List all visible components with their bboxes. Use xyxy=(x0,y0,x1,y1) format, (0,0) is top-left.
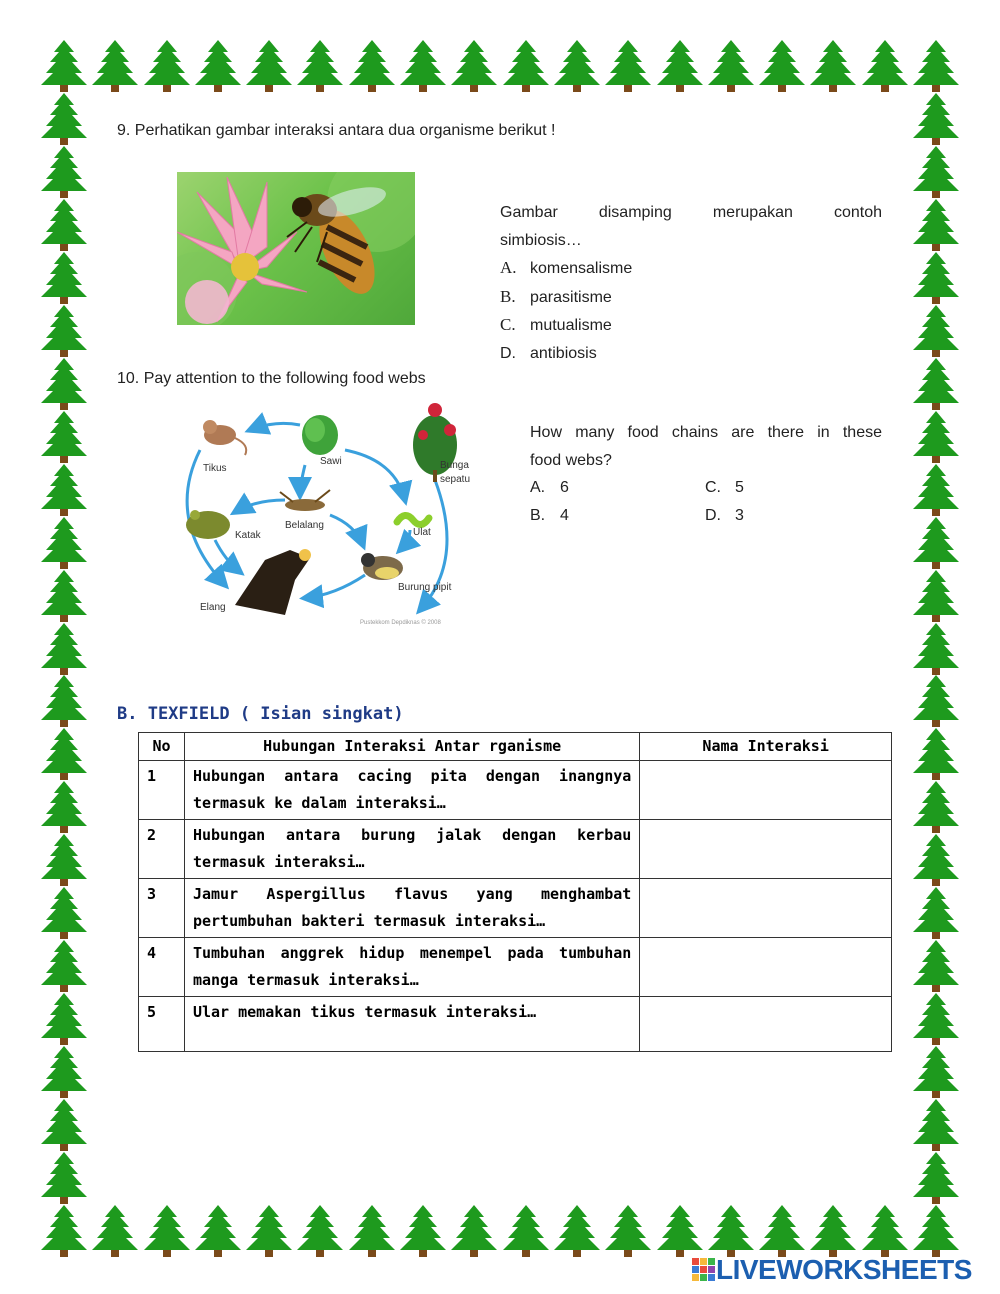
tree-icon xyxy=(40,940,88,992)
tree-icon xyxy=(40,1099,88,1151)
image-credit: Pustekkom Depdiknas © 2008 xyxy=(360,620,441,626)
label-belalang: Belalang xyxy=(285,520,324,531)
tree-icon xyxy=(296,1205,344,1257)
q10-option-d[interactable]: D. 3 xyxy=(705,506,744,524)
tree-icon xyxy=(40,834,88,886)
tree-icon xyxy=(40,411,88,463)
food-web-diagram xyxy=(165,400,480,635)
liveworksheets-logo[interactable] xyxy=(692,1254,972,1286)
row-description: Jamur Aspergillus flavus yang menghambat pertumbuhan bakteri termasuk interaksi… xyxy=(184,879,639,938)
tree-icon xyxy=(604,1205,652,1257)
row-number: 3 xyxy=(139,879,185,938)
tree-icon xyxy=(912,93,960,145)
answer-field-4[interactable] xyxy=(640,938,892,997)
question-9-text: 9. Perhatikan gambar interaksi antara dua organisme berikut ! xyxy=(117,122,556,139)
tree-icon xyxy=(40,887,88,939)
question-10-prompt-line2: food webs? xyxy=(530,451,612,469)
q10-option-c[interactable]: C. 5 xyxy=(705,479,744,496)
q9-option-d[interactable]: D. antibiosis xyxy=(500,344,597,362)
tree-icon xyxy=(143,40,191,92)
tree-icon xyxy=(707,40,755,92)
tree-icon xyxy=(861,40,909,92)
tree-icon xyxy=(912,146,960,198)
row-description: Ular memakan tikus termasuk interaksi… xyxy=(184,997,639,1052)
tree-icon xyxy=(604,40,652,92)
tree-icon xyxy=(194,40,242,92)
tree-icon xyxy=(40,1205,88,1257)
tree-icon xyxy=(348,40,396,92)
row-description: Hubungan antara cacing pita dengan inangnya termasuk ke dalam interaksi… xyxy=(184,761,639,820)
bee-flower-image xyxy=(177,172,415,325)
table-row xyxy=(139,820,892,879)
tree-icon xyxy=(912,993,960,1045)
tree-icon xyxy=(861,1205,909,1257)
table-row xyxy=(139,997,892,1052)
label-sawi: Sawi xyxy=(320,456,342,467)
tree-icon xyxy=(40,1046,88,1098)
tree-icon xyxy=(40,252,88,304)
tree-icon xyxy=(553,1205,601,1257)
question-9-prompt-line1: Gambar disamping merupakan contoh xyxy=(500,204,882,221)
elang-organism xyxy=(235,549,311,615)
liveworksheets-icon xyxy=(692,1258,716,1282)
header-no: No xyxy=(139,733,185,761)
row-description: Tumbuhan anggrek hidup menempel pada tumbuhan manga termasuk interaksi… xyxy=(184,938,639,997)
question-10-prompt-line1: How many food chains are there in these xyxy=(530,424,882,441)
answer-field-1[interactable] xyxy=(640,761,892,820)
tree-icon xyxy=(912,1152,960,1204)
q9-option-c[interactable]: C. mutualisme xyxy=(500,315,612,334)
tree-icon xyxy=(143,1205,191,1257)
tree-icon xyxy=(40,781,88,833)
tree-icon xyxy=(912,675,960,727)
q10-option-b[interactable]: B. 4 xyxy=(530,506,569,524)
tree-icon xyxy=(502,1205,550,1257)
tree-icon xyxy=(40,623,88,675)
burung-pipit-organism xyxy=(361,553,403,580)
row-number: 4 xyxy=(139,938,185,997)
header-nama-interaksi: Nama Interaksi xyxy=(640,733,892,761)
tree-icon xyxy=(912,834,960,886)
label-elang: Elang xyxy=(200,602,226,613)
logo-text: LIVEWORKSHEETS xyxy=(716,1254,972,1285)
tree-icon xyxy=(91,40,139,92)
tikus-organism xyxy=(203,420,246,455)
tree-icon xyxy=(809,1205,857,1257)
tree-icon xyxy=(912,464,960,516)
tree-icon xyxy=(912,623,960,675)
tree-icon xyxy=(912,305,960,357)
tree-icon xyxy=(40,40,88,92)
tree-icon xyxy=(40,199,88,251)
tree-icon xyxy=(399,1205,447,1257)
tree-icon xyxy=(245,40,293,92)
tree-icon xyxy=(912,940,960,992)
tree-icon xyxy=(656,1205,704,1257)
tree-icon xyxy=(91,1205,139,1257)
tree-icon xyxy=(450,1205,498,1257)
tree-icon xyxy=(194,1205,242,1257)
tree-icon xyxy=(40,728,88,780)
tree-icon xyxy=(40,305,88,357)
tree-icon xyxy=(758,40,806,92)
label-ulat: Ulat xyxy=(413,527,431,538)
tree-icon xyxy=(40,1152,88,1204)
texfield-table xyxy=(138,732,892,1052)
tree-icon xyxy=(40,93,88,145)
label-tikus: Tikus xyxy=(203,463,227,474)
header-hubungan: Hubungan Interaksi Antar rganisme xyxy=(184,733,639,761)
tree-icon xyxy=(399,40,447,92)
row-description: Hubungan antara burung jalak dengan kerbau termasuk interaksi… xyxy=(184,820,639,879)
q9-option-a[interactable]: A. komensalisme xyxy=(500,258,633,277)
tree-icon xyxy=(912,199,960,251)
tree-icon xyxy=(40,993,88,1045)
tree-icon xyxy=(912,411,960,463)
table-row xyxy=(139,761,892,820)
tree-icon xyxy=(912,570,960,622)
tree-icon xyxy=(912,517,960,569)
row-number: 2 xyxy=(139,820,185,879)
table-row xyxy=(139,879,892,938)
q9-option-b[interactable]: B. parasitisme xyxy=(500,286,612,306)
label-burung: Burung pipit xyxy=(398,582,452,593)
tree-icon xyxy=(912,887,960,939)
tree-icon xyxy=(40,464,88,516)
tree-icon xyxy=(296,40,344,92)
label-katak: Katak xyxy=(235,530,261,541)
tree-icon xyxy=(348,1205,396,1257)
tree-icon xyxy=(912,781,960,833)
tree-icon xyxy=(553,40,601,92)
tree-icon xyxy=(912,252,960,304)
tree-icon xyxy=(912,358,960,410)
tree-icon xyxy=(40,570,88,622)
label-bunga: Bunga xyxy=(440,460,469,471)
tree-icon xyxy=(656,40,704,92)
tree-icon xyxy=(912,1099,960,1151)
katak-organism xyxy=(186,510,230,539)
answer-field-2[interactable] xyxy=(640,820,892,879)
q10-option-a[interactable]: A. 6 xyxy=(530,479,569,496)
tree-icon xyxy=(40,146,88,198)
tree-icon xyxy=(912,40,960,92)
tree-icon xyxy=(502,40,550,92)
table-row xyxy=(139,938,892,997)
tree-icon xyxy=(40,358,88,410)
tree-icon xyxy=(912,728,960,780)
tree-icon xyxy=(758,1205,806,1257)
row-number: 5 xyxy=(139,997,185,1052)
belalang-organism xyxy=(280,490,330,511)
ulat-organism xyxy=(397,515,429,524)
tree-icon xyxy=(245,1205,293,1257)
tree-icon xyxy=(912,1205,960,1257)
section-b-title: B. TEXFIELD ( Isian singkat) xyxy=(117,704,404,724)
tree-icon xyxy=(40,675,88,727)
question-10-text: 10. Pay attention to the following food webs xyxy=(117,370,426,387)
tree-icon xyxy=(40,517,88,569)
row-number: 1 xyxy=(139,761,185,820)
answer-field-5[interactable] xyxy=(640,997,892,1052)
tree-icon xyxy=(912,1046,960,1098)
sawi-organism xyxy=(302,415,338,455)
answer-field-3[interactable] xyxy=(640,879,892,938)
question-9-prompt-line2: simbiosis… xyxy=(500,231,582,249)
tree-icon xyxy=(809,40,857,92)
tree-icon xyxy=(450,40,498,92)
tree-icon xyxy=(707,1205,755,1257)
label-sepatu: sepatu xyxy=(440,474,471,485)
